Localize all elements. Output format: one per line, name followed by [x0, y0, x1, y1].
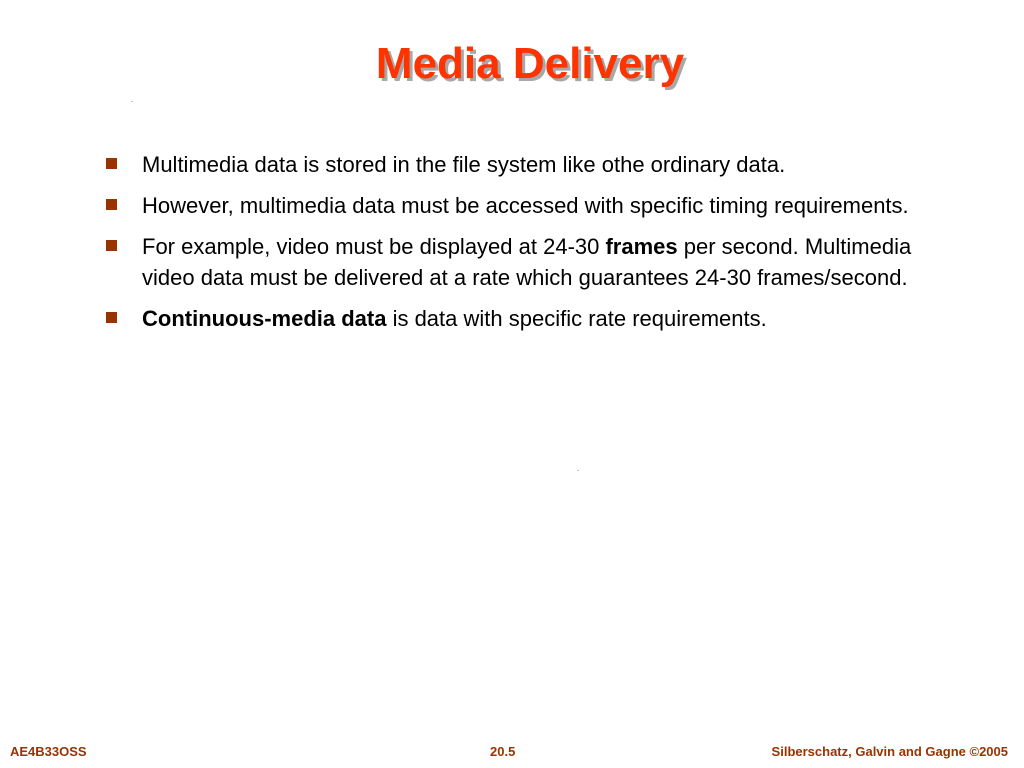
bullet-text: [142, 234, 911, 290]
square-bullet-icon: [106, 199, 117, 210]
bullet-item: [104, 231, 964, 293]
bullet-item: [104, 303, 964, 334]
bullet-text-part: However, multimedia data must be accessed with specific timing requirements.: [142, 193, 909, 218]
square-bullet-icon: [106, 312, 117, 323]
square-bullet-icon: [106, 158, 117, 169]
slide-title: Media Delivery: [375, 39, 685, 88]
speck-decoration: [577, 470, 579, 471]
bullet-text-part: per second. Multimedia video data must be delivered at a rate which guarantees 24-30 frames/second.: [142, 234, 912, 290]
square-bullet-icon: [106, 240, 117, 251]
bullet-text-bold-part: Continuous-media data: [142, 306, 387, 331]
bullet-item: [104, 149, 964, 180]
bullet-text-part: For example, video must be displayed at 24-30: [142, 234, 606, 259]
speck-decoration: [131, 101, 133, 102]
bullet-text: [142, 306, 767, 331]
bullet-text-part: Multimedia data is stored in the file system like othe ordinary data.: [142, 152, 786, 177]
footer-course-code: AE4B33OSS: [10, 744, 87, 759]
bullet-text-part: is data with specific rate requirements.: [386, 306, 767, 331]
bullet-text: [142, 193, 909, 218]
footer-page-number: 20.5: [490, 744, 516, 759]
bullet-text-bold-part: frames: [605, 234, 678, 259]
bullet-text: [142, 152, 785, 177]
bullet-list: [104, 149, 964, 344]
bullet-item: [104, 190, 964, 221]
footer-copyright: Silberschatz, Galvin and Gagne ©2005: [771, 744, 1008, 759]
